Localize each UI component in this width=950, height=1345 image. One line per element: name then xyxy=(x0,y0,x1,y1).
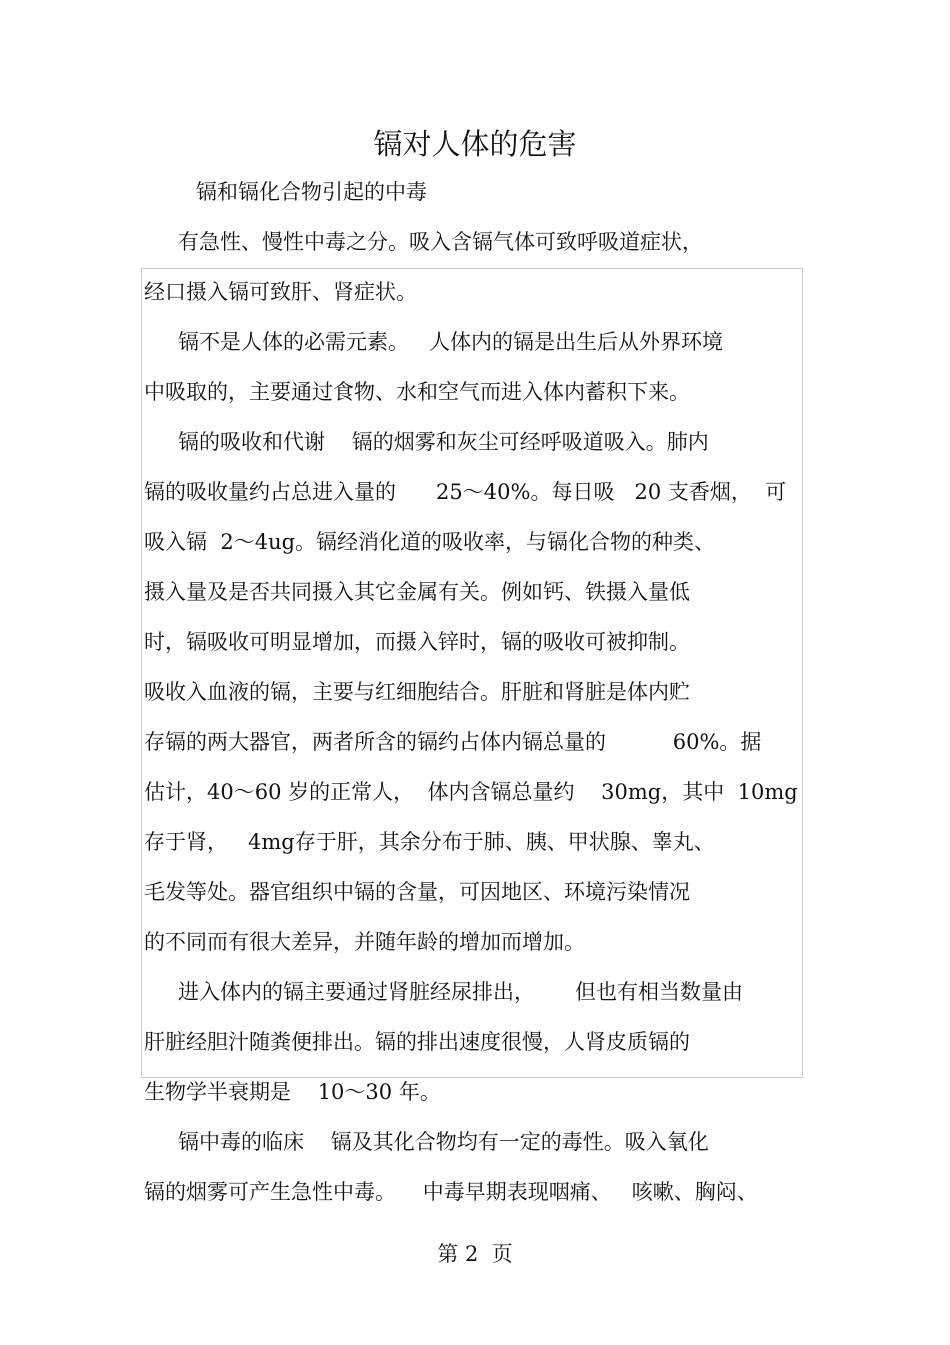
text-line: 生物学半衰期是 10～30 年。 xyxy=(144,1080,441,1104)
page-number: 第 2 页 xyxy=(437,1242,513,1266)
text-line: 进入体内的镉主要通过肾脏经尿排出， 但也有相当数量由 xyxy=(178,980,744,1004)
text-line: 中吸取的，主要通过食物、水和空气而进入体内蓄积下来。 xyxy=(144,380,690,404)
text-line: 的不同而有很大差异，并随年龄的增加而增加。 xyxy=(144,930,585,954)
text-line: 镉中毒的临床 镉及其化合物均有一定的毒性。吸入氧化 xyxy=(178,1130,709,1154)
text-line: 时，镉吸收可明显增加，而摄入锌时，镉的吸收可被抑制。 xyxy=(144,630,690,654)
text-line: 吸收入血液的镉，主要与红细胞结合。肝脏和肾脏是体内贮 xyxy=(144,680,690,704)
text-line: 有急性、慢性中毒之分。吸入含镉气体可致呼吸道症状， xyxy=(178,230,703,254)
text-line: 镉不是人体的必需元素。 人体内的镉是出生后从外界环境 xyxy=(178,330,724,354)
text-line: 存镉的两大器官，两者所含的镉约占体内镉总量的 60%。据 xyxy=(144,730,762,754)
section-subtitle: 镉和镉化合物引起的中毒 xyxy=(196,180,427,204)
text-line: 存于肾， 4mg存于肝，其余分布于肺、胰、甲状腺、睾丸、 xyxy=(144,830,715,854)
text-line: 经口摄入镉可致肝、肾症状。 xyxy=(144,280,417,304)
text-line: 毛发等处。器官组织中镉的含量，可因地区、环境污染情况 xyxy=(144,880,690,904)
text-line: 摄入量及是否共同摄入其它金属有关。例如钙、铁摄入量低 xyxy=(144,580,690,604)
page-title: 镉对人体的危害 xyxy=(373,127,577,161)
text-line: 镉的吸收量约占总进入量的 25～40%。每日吸 20 支香烟， 可 xyxy=(144,480,787,504)
text-line: 镉的吸收和代谢 镉的烟雾和灰尘可经呼吸道吸入。肺内 xyxy=(178,430,709,454)
text-line: 吸入镉 2～4ug。镉经消化道的吸收率，与镉化合物的种类、 xyxy=(144,530,716,554)
text-line: 肝脏经胆汁随粪便排出。镉的排出速度很慢，人肾皮质镉的 xyxy=(144,1030,690,1054)
text-line: 估计，40～60 岁的正常人， 体内含镉总量约 30mg，其中 10mg xyxy=(144,780,798,804)
text-line: 镉的烟雾可产生急性中毒。 中毒早期表现咽痛、 咳嗽、胸闷、 xyxy=(144,1180,758,1204)
